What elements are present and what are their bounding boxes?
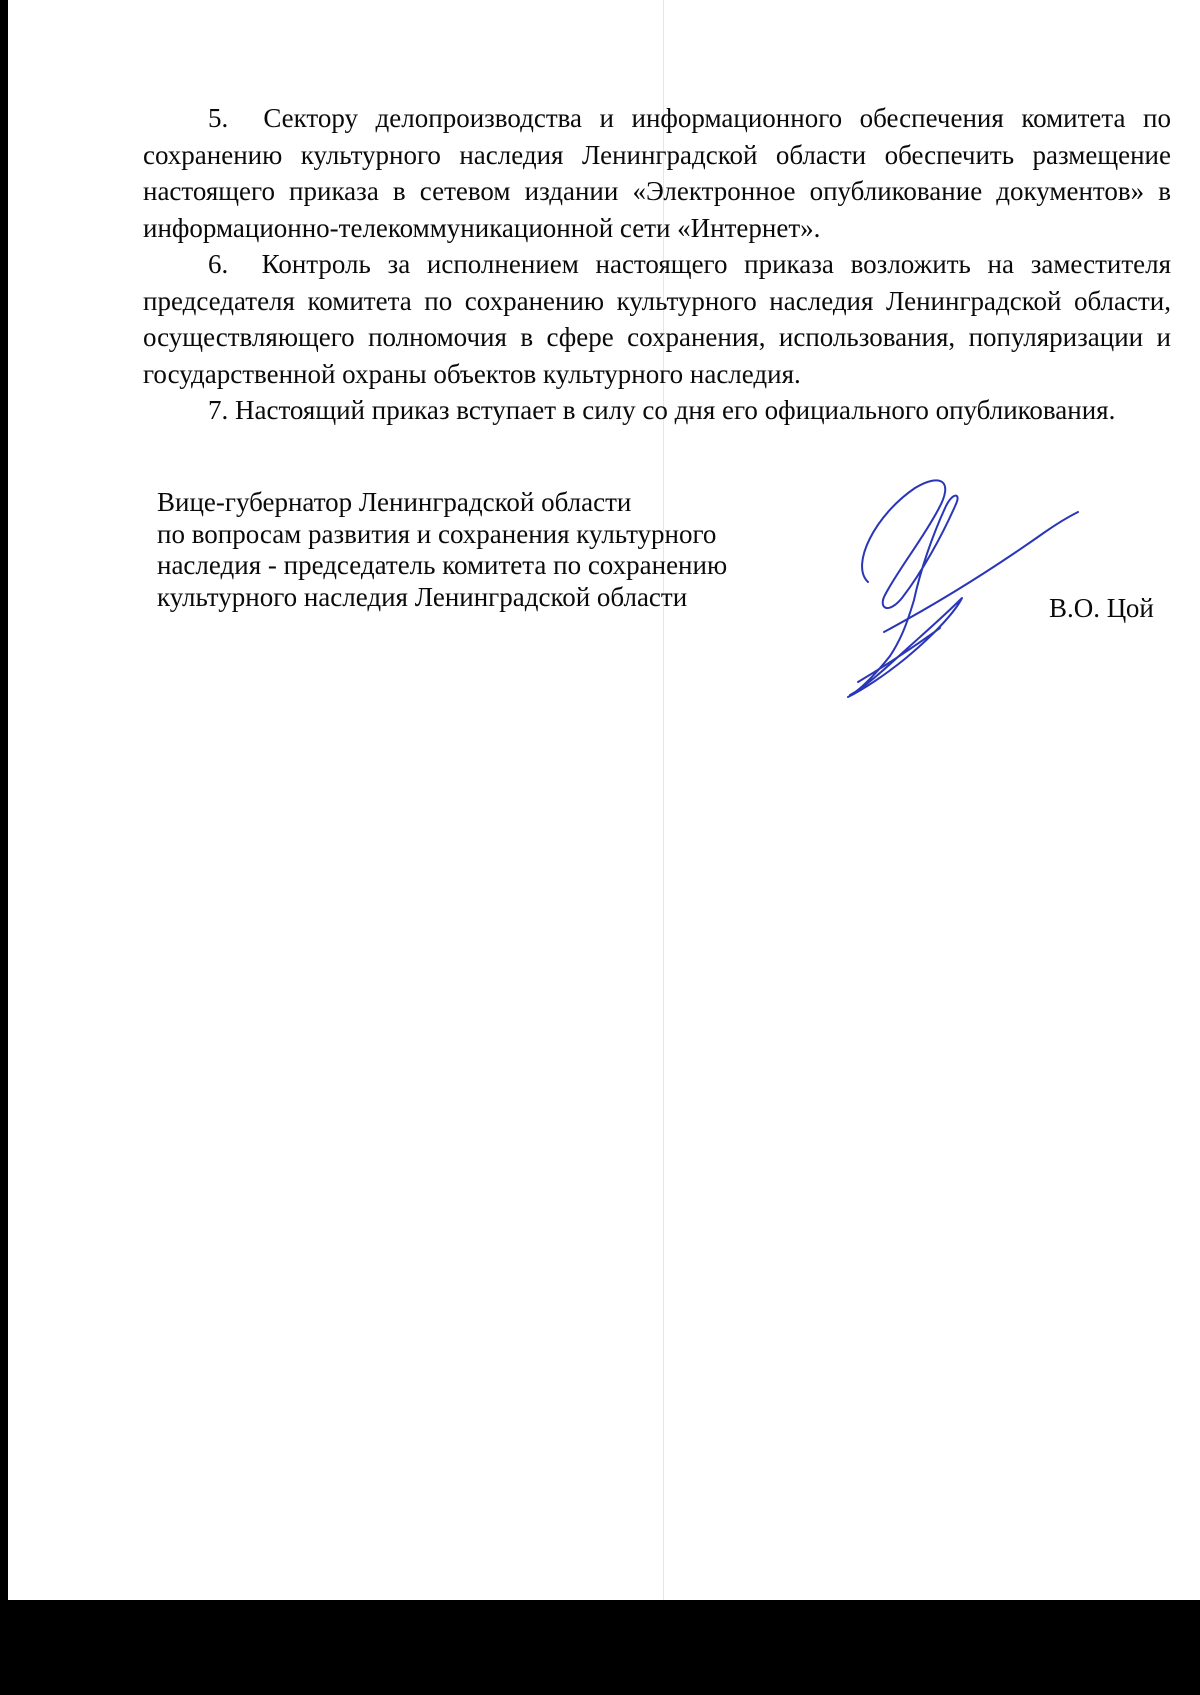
handwritten-signature [830, 470, 1090, 700]
signatory-title-line: Вице-губернатор Ленинградской области [157, 487, 632, 517]
paragraph-6: 6. Контроль за исполнением настоящего приказа возложить на заместителя председателя комитета по сохранению культурного наследия Ленинградской области, осуществляющего полномочия в сфере сохранения, использования, популяризации и государственной охраны объектов культурного наследия. [143, 249, 1171, 389]
signatory-title-line: культурного наследия Ленинградской области [157, 581, 688, 612]
paragraph-7: 7. Настоящий приказ вступает в силу со дня его официального опубликования. [208, 395, 1116, 425]
signer-name: В.О. Цой [1049, 593, 1154, 623]
scan-left-edge [0, 0, 8, 1695]
signatory-title-line: наследия - председатель комитета по сохранению [157, 550, 728, 580]
scan-bottom-edge [0, 1600, 1200, 1695]
order-text [143, 100, 1171, 429]
signatory-title-line: по вопросам развития и сохранения культурного [157, 518, 717, 549]
paragraph-5: 5. Сектору делопроизводства и информационного обеспечения комитета по сохранению культурного наследия Ленинградской области обеспечить размещение настоящего приказа в сетевом издании «Электронное опубликование документов» в информационно-телекоммуникационной сети «Интернет». [143, 103, 1171, 243]
signatory-title [157, 487, 797, 613]
